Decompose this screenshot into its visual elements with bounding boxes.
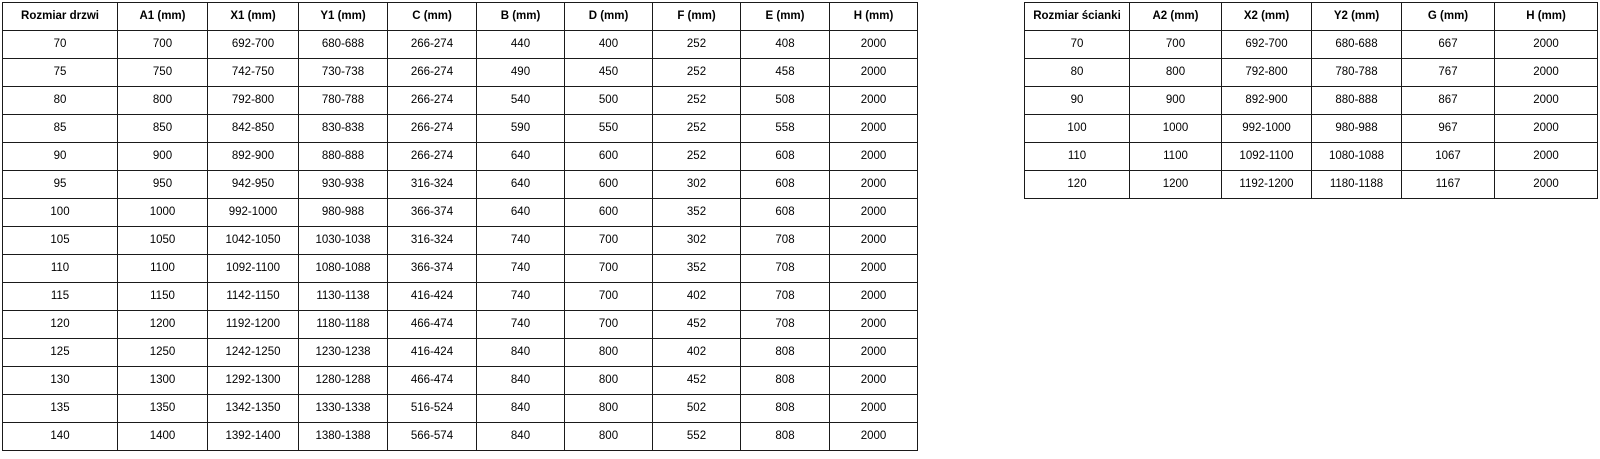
table-cell: 266-274 — [388, 31, 477, 59]
table-cell: 450 — [565, 59, 653, 87]
table-cell: 466-474 — [388, 311, 477, 339]
table-cell: 992-1000 — [208, 199, 299, 227]
table-row — [3, 87, 918, 115]
table-cell: 700 — [565, 227, 653, 255]
table-cell: 1100 — [1130, 143, 1222, 171]
table-cell: 1130-1138 — [299, 283, 388, 311]
table-cell: 780-788 — [299, 87, 388, 115]
table-cell: 1230-1238 — [299, 339, 388, 367]
column-header: G (mm) — [1402, 3, 1495, 31]
table-row — [1025, 115, 1598, 143]
column-header: E (mm) — [741, 3, 830, 31]
table-cell: 252 — [653, 59, 741, 87]
table-cell: 402 — [653, 339, 741, 367]
table-cell: 840 — [477, 339, 565, 367]
table-cell: 502 — [653, 395, 741, 423]
table-cell: 252 — [653, 115, 741, 143]
table-row — [3, 311, 918, 339]
table-cell: 440 — [477, 31, 565, 59]
table-cell: 266-274 — [388, 87, 477, 115]
table-cell: 252 — [653, 143, 741, 171]
table-cell: 2000 — [1495, 171, 1598, 199]
table-cell: 516-524 — [388, 395, 477, 423]
table-cell: 1280-1288 — [299, 367, 388, 395]
table-cell: 1000 — [118, 199, 208, 227]
table-cell: 680-688 — [1312, 31, 1402, 59]
column-header: H (mm) — [830, 3, 918, 31]
table-row — [1025, 31, 1598, 59]
table-cell: 740 — [477, 283, 565, 311]
table-row — [3, 143, 918, 171]
table-cell: 90 — [1025, 87, 1130, 115]
table-cell: 2000 — [830, 339, 918, 367]
table-cell: 900 — [1130, 87, 1222, 115]
table-cell: 792-800 — [1222, 59, 1312, 87]
table-cell: 2000 — [830, 423, 918, 451]
table-cell: 1292-1300 — [208, 367, 299, 395]
column-header: Rozmiar ścianki — [1025, 3, 1130, 31]
table-cell: 900 — [118, 143, 208, 171]
table-cell: 1342-1350 — [208, 395, 299, 423]
table-cell: 252 — [653, 87, 741, 115]
table-row — [3, 115, 918, 143]
table-cell: 800 — [565, 367, 653, 395]
table-cell: 75 — [3, 59, 118, 87]
table-cell: 1150 — [118, 283, 208, 311]
table-cell: 2000 — [1495, 143, 1598, 171]
wall-sizes-table — [1024, 2, 1598, 199]
table-cell: 1192-1200 — [1222, 171, 1312, 199]
table-cell: 780-788 — [1312, 59, 1402, 87]
table-cell: 880-888 — [1312, 87, 1402, 115]
table-cell: 680-688 — [299, 31, 388, 59]
table-row — [1025, 143, 1598, 171]
table-cell: 2000 — [830, 367, 918, 395]
table-cell: 125 — [3, 339, 118, 367]
table-cell: 800 — [565, 339, 653, 367]
table-cell: 808 — [741, 423, 830, 451]
table-cell: 416-424 — [388, 339, 477, 367]
table-cell: 452 — [653, 367, 741, 395]
table-cell: 70 — [1025, 31, 1130, 59]
table-cell: 708 — [741, 283, 830, 311]
table-cell: 640 — [477, 171, 565, 199]
table-cell: 452 — [653, 311, 741, 339]
table-cell: 808 — [741, 367, 830, 395]
table-cell: 352 — [653, 199, 741, 227]
table-cell: 1350 — [118, 395, 208, 423]
table-row — [1025, 59, 1598, 87]
table-row — [3, 59, 918, 87]
table-row — [3, 423, 918, 451]
table-cell: 115 — [3, 283, 118, 311]
table-cell: 700 — [118, 31, 208, 59]
column-header: Y1 (mm) — [299, 3, 388, 31]
table-cell: 692-700 — [208, 31, 299, 59]
table-row — [3, 255, 918, 283]
table-cell: 2000 — [830, 311, 918, 339]
table-row — [3, 227, 918, 255]
table-cell: 850 — [118, 115, 208, 143]
table-cell: 402 — [653, 283, 741, 311]
table-cell: 2000 — [830, 283, 918, 311]
table-cell: 1100 — [118, 255, 208, 283]
table-cell: 740 — [477, 255, 565, 283]
header-row — [1025, 3, 1598, 31]
table-cell: 550 — [565, 115, 653, 143]
table-cell: 2000 — [1495, 31, 1598, 59]
table-row — [1025, 171, 1598, 199]
table-cell: 967 — [1402, 115, 1495, 143]
table-cell: 600 — [565, 143, 653, 171]
table-cell: 800 — [565, 395, 653, 423]
table-cell: 600 — [565, 171, 653, 199]
door-sizes-table — [2, 2, 918, 451]
table-cell: 590 — [477, 115, 565, 143]
table-cell: 352 — [653, 255, 741, 283]
column-header: A1 (mm) — [118, 3, 208, 31]
table-cell: 708 — [741, 255, 830, 283]
table-cell: 1142-1150 — [208, 283, 299, 311]
column-header: X1 (mm) — [208, 3, 299, 31]
table-cell: 466-474 — [388, 367, 477, 395]
table-cell: 490 — [477, 59, 565, 87]
table-cell: 640 — [477, 143, 565, 171]
table-cell: 2000 — [830, 59, 918, 87]
table-cell: 2000 — [830, 171, 918, 199]
table-cell: 110 — [1025, 143, 1130, 171]
table-cell: 95 — [3, 171, 118, 199]
table-cell: 1092-1100 — [1222, 143, 1312, 171]
column-header: Y2 (mm) — [1312, 3, 1402, 31]
table-cell: 880-888 — [299, 143, 388, 171]
table-row — [3, 339, 918, 367]
column-header: C (mm) — [388, 3, 477, 31]
table-cell: 1180-1188 — [1312, 171, 1402, 199]
table-cell: 400 — [565, 31, 653, 59]
table-cell: 608 — [741, 171, 830, 199]
table-cell: 302 — [653, 171, 741, 199]
table-cell: 800 — [1130, 59, 1222, 87]
table-cell: 1242-1250 — [208, 339, 299, 367]
table-cell: 1192-1200 — [208, 311, 299, 339]
table-cell: 700 — [1130, 31, 1222, 59]
table-cell: 2000 — [1495, 87, 1598, 115]
table-row — [3, 199, 918, 227]
column-header: F (mm) — [653, 3, 741, 31]
table-cell: 1030-1038 — [299, 227, 388, 255]
table-cell: 892-900 — [208, 143, 299, 171]
table-cell: 692-700 — [1222, 31, 1312, 59]
column-header: B (mm) — [477, 3, 565, 31]
table-cell: 416-424 — [388, 283, 477, 311]
table-cell: 366-374 — [388, 255, 477, 283]
table-row — [3, 395, 918, 423]
table-cell: 105 — [3, 227, 118, 255]
table-cell: 266-274 — [388, 143, 477, 171]
table-cell: 980-988 — [1312, 115, 1402, 143]
table-cell: 100 — [1025, 115, 1130, 143]
column-header: Rozmiar drzwi — [3, 3, 118, 31]
table-cell: 600 — [565, 199, 653, 227]
table-cell: 120 — [1025, 171, 1130, 199]
table-cell: 892-900 — [1222, 87, 1312, 115]
table-cell: 140 — [3, 423, 118, 451]
table-cell: 408 — [741, 31, 830, 59]
table-cell: 80 — [3, 87, 118, 115]
table-cell: 1380-1388 — [299, 423, 388, 451]
table-cell: 1330-1338 — [299, 395, 388, 423]
column-header: H (mm) — [1495, 3, 1598, 31]
table-cell: 1067 — [1402, 143, 1495, 171]
table-cell: 1000 — [1130, 115, 1222, 143]
table-cell: 742-750 — [208, 59, 299, 87]
table-cell: 2000 — [830, 255, 918, 283]
table-cell: 980-988 — [299, 199, 388, 227]
table-cell: 1180-1188 — [299, 311, 388, 339]
table-cell: 740 — [477, 227, 565, 255]
table-cell: 1392-1400 — [208, 423, 299, 451]
table-cell: 85 — [3, 115, 118, 143]
table-cell: 2000 — [1495, 115, 1598, 143]
table-cell: 566-574 — [388, 423, 477, 451]
table-cell: 840 — [477, 423, 565, 451]
table-cell: 252 — [653, 31, 741, 59]
table-cell: 1080-1088 — [299, 255, 388, 283]
table-cell: 90 — [3, 143, 118, 171]
table-cell: 608 — [741, 199, 830, 227]
table-row — [1025, 87, 1598, 115]
table-cell: 110 — [3, 255, 118, 283]
table-cell: 1200 — [118, 311, 208, 339]
table-cell: 840 — [477, 367, 565, 395]
table-cell: 708 — [741, 227, 830, 255]
header-row — [3, 3, 918, 31]
table-cell: 2000 — [830, 227, 918, 255]
table-cell: 100 — [3, 199, 118, 227]
table-cell: 830-838 — [299, 115, 388, 143]
column-header: A2 (mm) — [1130, 3, 1222, 31]
table-cell: 800 — [565, 423, 653, 451]
table-cell: 552 — [653, 423, 741, 451]
table-cell: 942-950 — [208, 171, 299, 199]
table-cell: 1050 — [118, 227, 208, 255]
table-cell: 366-374 — [388, 199, 477, 227]
table-cell: 458 — [741, 59, 830, 87]
table-row — [3, 367, 918, 395]
table-cell: 70 — [3, 31, 118, 59]
table-cell: 800 — [118, 87, 208, 115]
table-cell: 540 — [477, 87, 565, 115]
table-cell: 992-1000 — [1222, 115, 1312, 143]
table-cell: 700 — [565, 283, 653, 311]
table-cell: 266-274 — [388, 115, 477, 143]
table-cell: 808 — [741, 339, 830, 367]
table-cell: 667 — [1402, 31, 1495, 59]
table-cell: 2000 — [830, 199, 918, 227]
table-cell: 1092-1100 — [208, 255, 299, 283]
table-cell: 2000 — [830, 87, 918, 115]
table-cell: 2000 — [830, 31, 918, 59]
table-cell: 1300 — [118, 367, 208, 395]
table-cell: 1400 — [118, 423, 208, 451]
table-cell: 867 — [1402, 87, 1495, 115]
column-header: X2 (mm) — [1222, 3, 1312, 31]
table-cell: 930-938 — [299, 171, 388, 199]
table-cell: 1042-1050 — [208, 227, 299, 255]
table-cell: 767 — [1402, 59, 1495, 87]
table-cell: 808 — [741, 395, 830, 423]
table-cell: 316-324 — [388, 227, 477, 255]
column-header: D (mm) — [565, 3, 653, 31]
table-cell: 740 — [477, 311, 565, 339]
table-cell: 608 — [741, 143, 830, 171]
table-cell: 1250 — [118, 339, 208, 367]
table-cell: 316-324 — [388, 171, 477, 199]
table-cell: 750 — [118, 59, 208, 87]
table-row — [3, 171, 918, 199]
table-cell: 700 — [565, 311, 653, 339]
table-cell: 266-274 — [388, 59, 477, 87]
table-cell: 135 — [3, 395, 118, 423]
table-cell: 792-800 — [208, 87, 299, 115]
table-cell: 130 — [3, 367, 118, 395]
table-cell: 2000 — [1495, 59, 1598, 87]
table-cell: 302 — [653, 227, 741, 255]
table-row — [3, 283, 918, 311]
table-cell: 640 — [477, 199, 565, 227]
table-cell: 840 — [477, 395, 565, 423]
table-cell: 2000 — [830, 115, 918, 143]
table-cell: 708 — [741, 311, 830, 339]
table-cell: 1200 — [1130, 171, 1222, 199]
table-cell: 500 — [565, 87, 653, 115]
table-cell: 558 — [741, 115, 830, 143]
table-cell: 2000 — [830, 395, 918, 423]
table-cell: 700 — [565, 255, 653, 283]
table-cell: 508 — [741, 87, 830, 115]
table-cell: 120 — [3, 311, 118, 339]
table-cell: 1167 — [1402, 171, 1495, 199]
table-cell: 842-850 — [208, 115, 299, 143]
table-cell: 730-738 — [299, 59, 388, 87]
table-cell: 950 — [118, 171, 208, 199]
table-row — [3, 31, 918, 59]
table-cell: 2000 — [830, 143, 918, 171]
table-cell: 1080-1088 — [1312, 143, 1402, 171]
table-cell: 80 — [1025, 59, 1130, 87]
